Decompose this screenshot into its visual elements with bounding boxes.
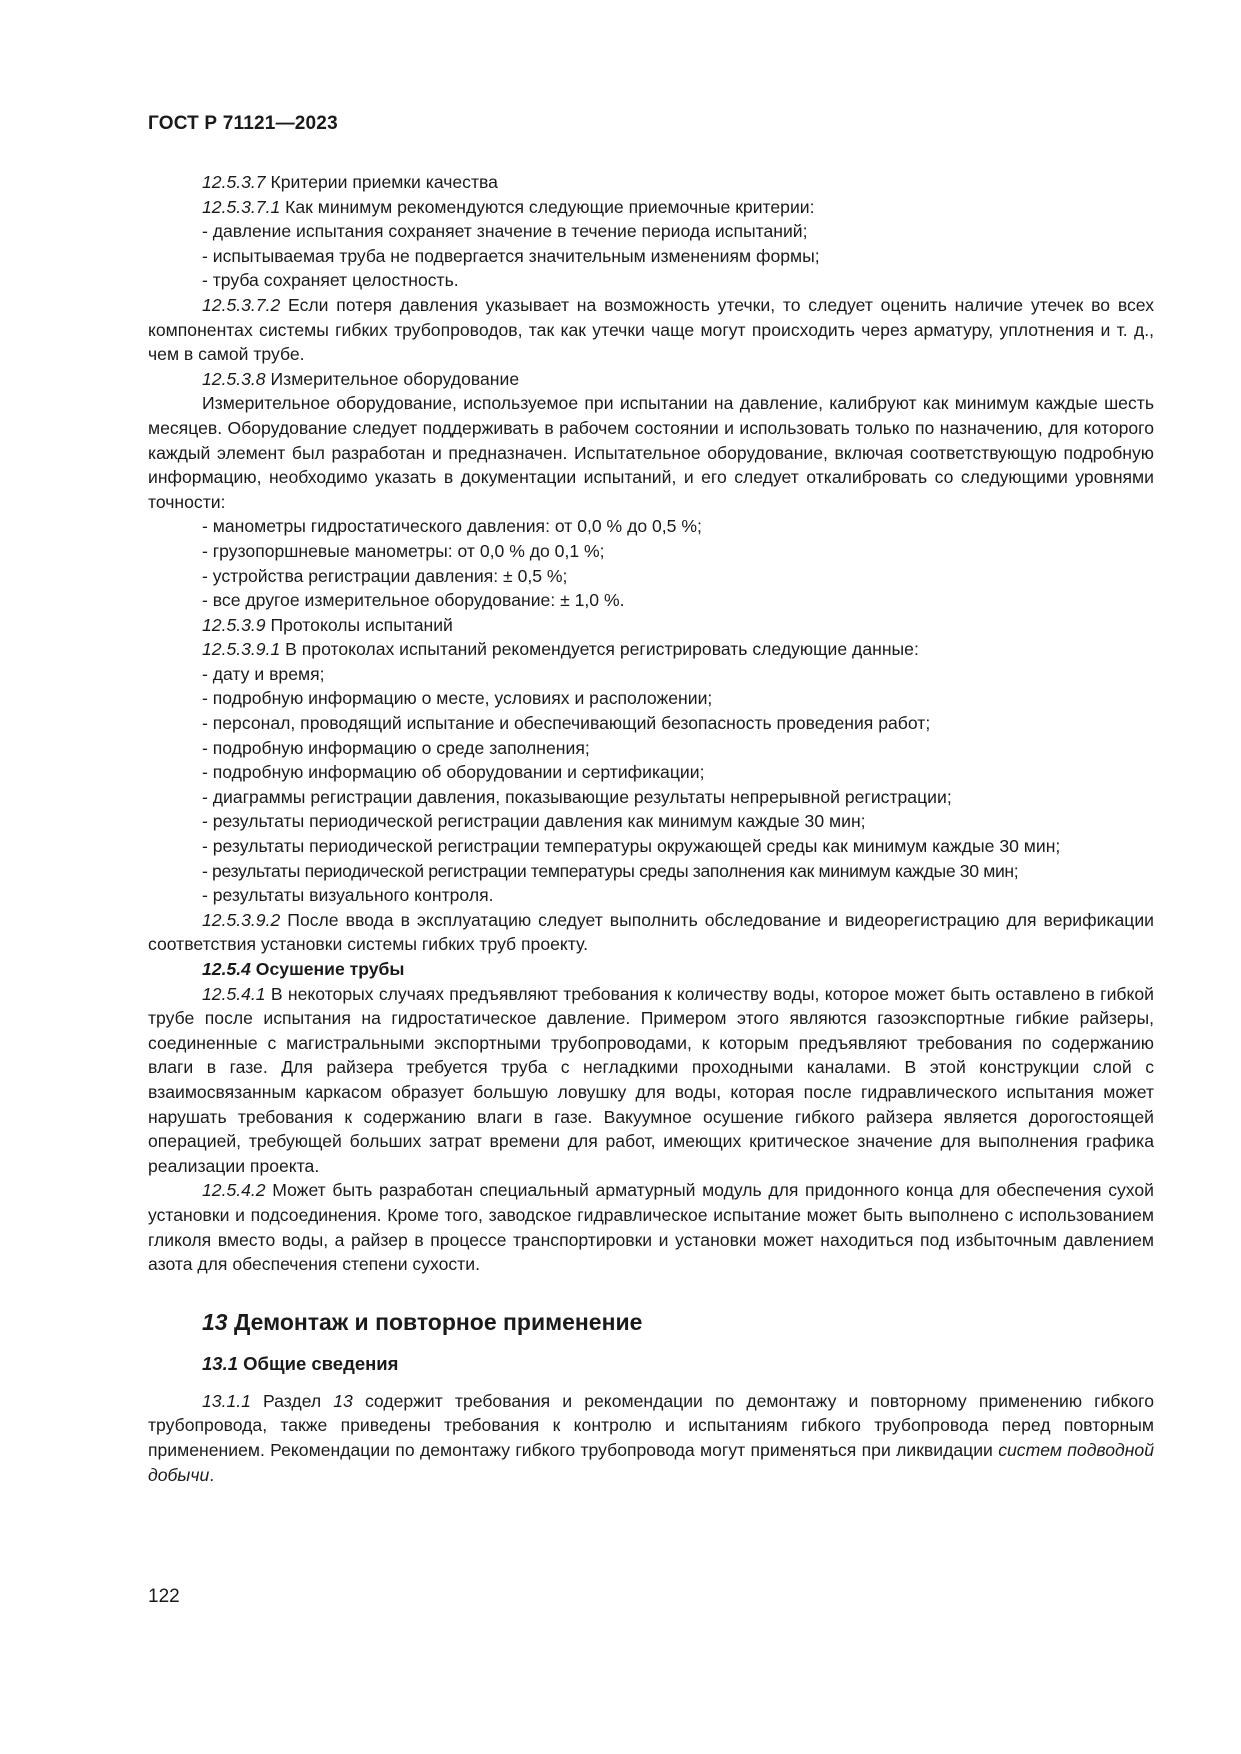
section-12-5-3-7-2: 12.5.3.7.2 Если потеря давления указывает на возможность утечки, то следует оценить наличие утечек во всех компонентах системы гибких трубопроводов, так как утечки чаще могут происходить через арматуру, уплотнения и т. д., чем в самой трубе.: [148, 294, 1154, 365]
page-number: 122: [148, 1586, 180, 1607]
list-item: - подробную информацию об оборудовании и сертификации;: [202, 762, 705, 783]
list-item: - испытываемая труба не подвергается значительным изменениям формы;: [202, 245, 820, 266]
paragraph: Измерительное оборудование, используемое при испытании на давление, калибруют как минимум каждые шесть месяцев. Оборудование следует поддерживать в рабочем состоянии и использовать только по назначению, для которого каждый элемент был разработан и предназначен. Испытательное оборудование, включая соответствующую подробную информацию, необходимо указать в документации испытаний, и его следует откалибровать со следующими уровнями точности:: [148, 393, 1154, 512]
section-12-5-3-9: 12.5.3.9 Протоколы испытаний: [202, 614, 453, 635]
section-12-5-3-9-2: 12.5.3.9.2 После ввода в эксплуатацию следует выполнить обследование и видеорегистрацию для верификации соответствия установки системы гибких труб проекту.: [148, 909, 1154, 955]
section-12-5-3-9-1: 12.5.3.9.1 В протоколах испытаний рекомендуется регистрировать следующие данные:: [202, 639, 919, 660]
list-item: - грузопоршневые манометры: от 0,0 % до 0,1 %;: [202, 540, 605, 561]
spacer: [148, 1277, 1154, 1307]
list-item: - дату и время;: [202, 663, 325, 684]
list-item: - результаты периодической регистрации давления как минимум каждые 30 мин;: [202, 811, 866, 832]
section-12-5-3-7-1: 12.5.3.7.1 Как минимум рекомендуются следующие приемочные критерии:: [202, 196, 815, 217]
section-12-5-3-7: 12.5.3.7 Критерии приемки качества: [202, 172, 498, 192]
list-item: - устройства регистрации давления: ± 0,5 %;: [202, 565, 568, 586]
document-header: ГОСТ Р 71121—2023: [148, 113, 338, 134]
list-item: - диаграммы регистрации давления, показывающие результаты непрерывной регистрации;: [202, 786, 952, 807]
list-item: - подробную информацию о месте, условиях и расположении;: [202, 688, 713, 709]
section-13-heading: 13 Демонтаж и повторное применение: [202, 1308, 643, 1335]
section-12-5-3-8: 12.5.3.8 Измерительное оборудование: [202, 368, 520, 389]
spacer: [148, 1377, 1154, 1389]
list-item-wrapped: - результаты периодической регистрации температуры окружающей среды как минимум каждые 30 мин;: [202, 836, 1061, 857]
spacer: [148, 1337, 1154, 1351]
page-body: [148, 170, 1154, 1487]
list-item: - результаты визуального контроля.: [202, 885, 494, 906]
list-item: - труба сохраняет целостность.: [202, 270, 459, 291]
list-item: - персонал, проводящий испытание и обеспечивающий безопасность проведения работ;: [202, 713, 931, 734]
list-item: - все другое измерительное оборудование: ± 1,0 %.: [202, 590, 625, 611]
list-item: - давление испытания сохраняет значение в течение периода испытаний;: [202, 221, 808, 242]
list-item: - подробную информацию о среде заполнения;: [202, 737, 590, 758]
section-12-5-4-2: 12.5.4.2 Может быть разработан специальный арматурный модуль для придонного конца для обеспечения сухой установки и подсоединения. Кроме того, заводское гидравлическое испытание может быть выполнено с использованием гликоля вместо воды, а райзер в процессе транспортировки и установки может находиться под избыточным давлением азота для обеспечения степени сухости.: [148, 1180, 1154, 1275]
list-item: - манометры гидростатического давления: от 0,0 % до 0,5 %;: [202, 516, 702, 537]
section-13-1-heading: 13.1 Общие сведения: [202, 1352, 399, 1374]
list-item: - результаты периодической регистрации температуры среды заполнения как минимум каждые 30 мин;: [202, 860, 1019, 881]
section-13-1-1: 13.1.1 Раздел 13 содержит требования и рекомендации по демонтажу и повторному применению гибкого трубопровода, также приведены требования к контролю и испытаниям гибкого трубопровода перед повторным применением. Рекомендации по демонтажу гибкого трубопровода могут применяться при ликвидации систем подводной добычи.: [148, 1390, 1154, 1485]
section-12-5-4-heading: 12.5.4 Осушение трубы: [202, 959, 405, 979]
section-12-5-4-1: 12.5.4.1 В некоторых случаях предъявляют требования к количеству воды, которое может быть оставлено в гибкой трубе после испытания на гидростатическое давление. Примером этого являются газоэкспортные гибкие райзеры, соединенные с магистральными экспортными трубопроводами, к которым предъявляют требования по содержанию влаги в газе. Для райзера требуется труба с негладкими проходными каналами. В этой конструкции слой с взаимосвязанным каркасом образует большую ловушку для воды, которая после гидравлического испытания может нарушать требования к содержанию влаги в газе. Вакуумное осушение гибкого райзера является дорогостоящей операцией, требующей больших затрат времени для работ, имеющих критическое значение для выполнения графика реализации проекта.: [148, 983, 1154, 1176]
